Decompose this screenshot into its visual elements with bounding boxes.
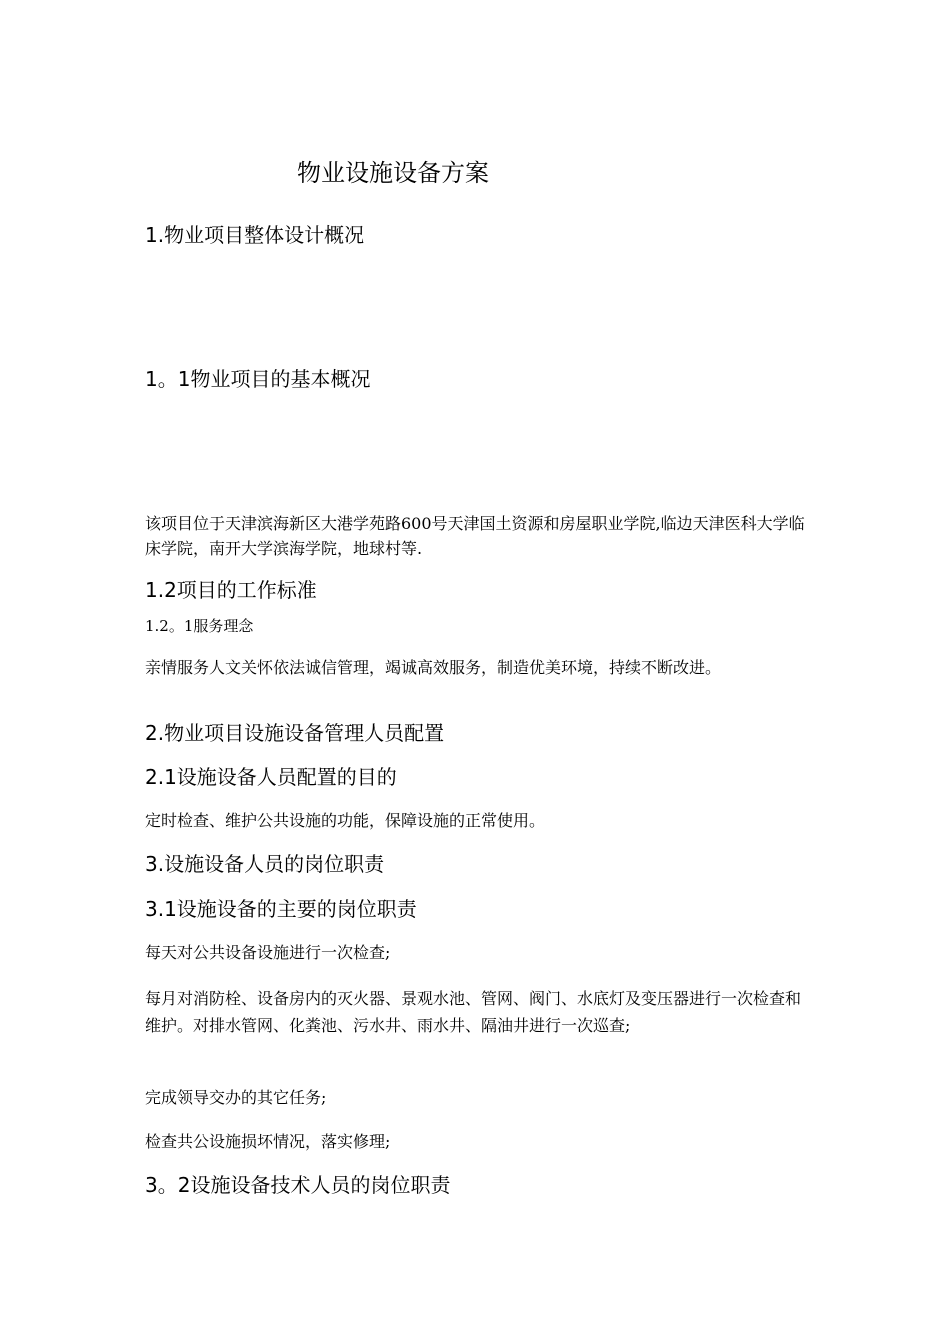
section-heading-1-2: 1.2项目的工作标准: [145, 578, 317, 602]
section-heading-2-1: 2.1设施设备人员配置的目的: [145, 765, 397, 789]
section-heading-1-2-1: 1.2。1服务理念: [145, 617, 254, 635]
paragraph-project-location: 该项目位于天津滨海新区大港学苑路600号天津国土资源和房屋职业学院,临边天津医科大学临床学院，南开大学滨海学院，地球村等.: [145, 514, 805, 558]
section-heading-3-1: 3.1设施设备的主要的岗位职责: [145, 897, 417, 921]
paragraph-staffing-purpose: 定时检查、维护公共设施的功能，保障设施的正常使用。: [145, 811, 546, 830]
section-heading-2: 2.物业项目设施设备管理人员配置: [145, 721, 445, 745]
section-heading-1-1: 1。1物业项目的基本概况: [145, 367, 371, 391]
section-heading-3-2: 3。2设施设备技术人员的岗位职责: [145, 1173, 451, 1197]
paragraph-assigned-tasks: 完成领导交办的其它任务;: [145, 1088, 327, 1107]
paragraph-service-philosophy: 亲情服务人文关怀依法诚信管理，竭诚高效服务，制造优美环境，持续不断改进。: [145, 658, 722, 677]
section-heading-3: 3.设施设备人员的岗位职责: [145, 852, 385, 876]
section-heading-1: 1.物业项目整体设计概况: [145, 223, 365, 247]
document-title: 物业设施设备方案: [297, 159, 489, 187]
paragraph-daily-check: 每天对公共设备设施进行一次检查;: [145, 943, 391, 962]
paragraph-repair-check: 检查共公设施损坏情况，落实修理;: [145, 1132, 391, 1151]
paragraph-monthly-maintenance: 每月对消防栓、设备房内的灭火器、景观水池、管网、阀门、水底灯及变压器进行一次检查和维护。对排水管网、化粪池、污水井、雨水井、隔油井进行一次巡查;: [145, 989, 802, 1035]
